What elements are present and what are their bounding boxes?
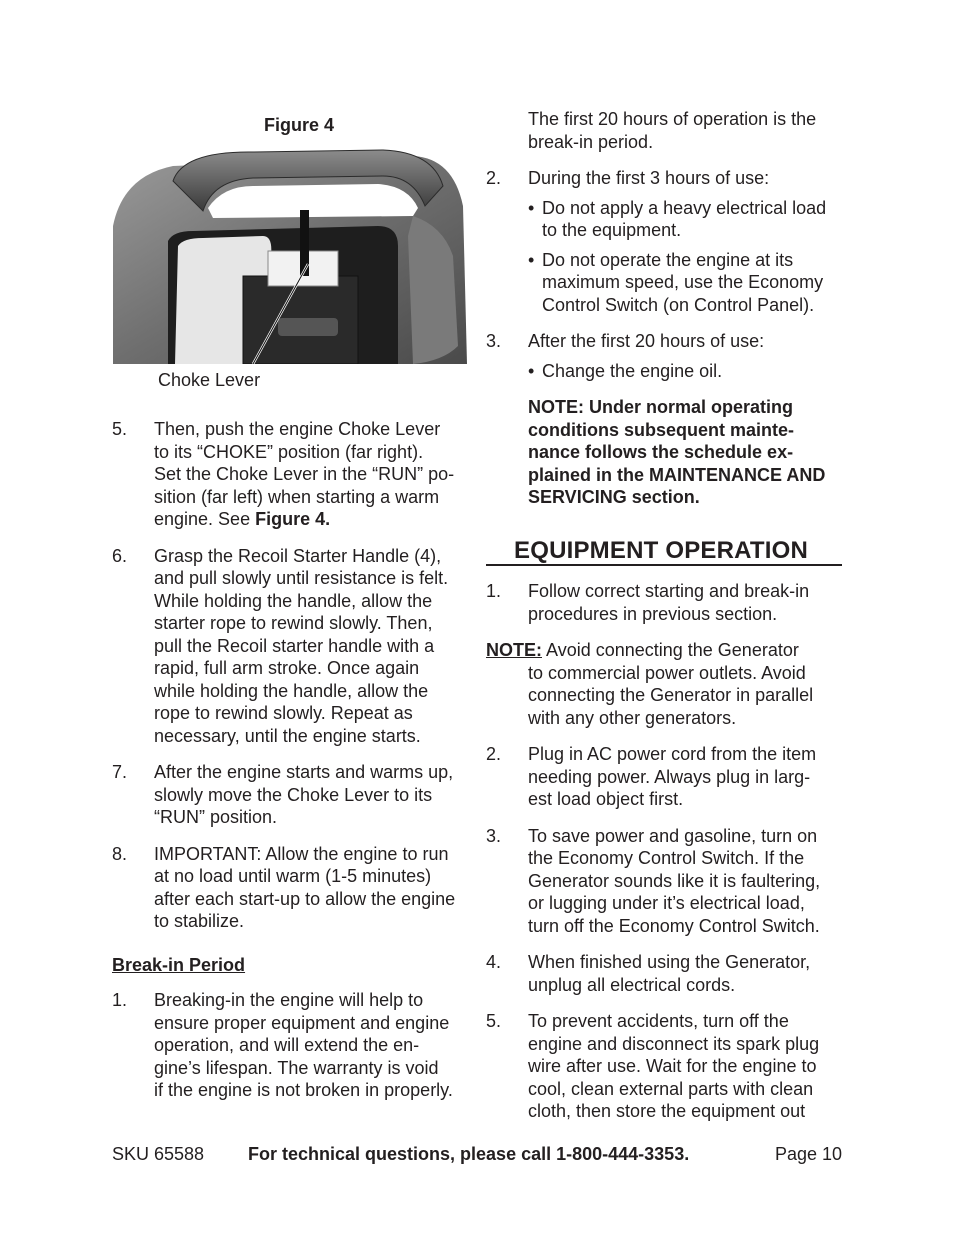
break-in-item-1 [112,989,472,1102]
generator-note [486,639,848,729]
text-line: break-in period. [528,131,654,152]
text-line: Plug in AC power cord from the item [528,744,817,764]
text-span: Avoid connecting the Generator [542,640,799,660]
left-column [112,418,472,1102]
step-6 [112,545,472,748]
text-line: Control Switch (on Control Panel). [542,294,815,315]
text-line: To save power and gasoline, turn on [528,825,818,846]
bullet-icon: • [528,360,535,381]
operation-item-3 [486,825,848,938]
text-line: conditions subsequent mainte- [528,419,795,440]
text-line [486,639,848,662]
text-line: Do not apply a heavy electrical load [542,197,827,218]
bullet-item [486,249,848,317]
text-line: Change the engine oil. [542,360,723,381]
text-line: at no load until warm (1-5 minutes) [154,866,432,886]
text-line: After the first 20 hours of use: [528,331,765,351]
text-line: During the first 3 hours of use: [528,168,770,188]
text-line: plained in the MAINTENANCE AND [528,464,826,485]
right-column-bottom [486,580,848,1123]
text-line: Then, push the engine Choke Lever [154,419,441,439]
text-line: rapid, full arm stroke. Once again [154,658,420,678]
text-line: Set the Choke Lever in the “RUN” po- [154,464,455,484]
bullet-icon: • [528,197,535,218]
tech-support-line: For technical questions, please call 1-800-444-3353. [248,1144,690,1164]
text-line: Generator sounds like it is faultering, [528,870,821,891]
text-line: gine’s lifespan. The warranty is void [154,1057,439,1078]
text-line: IMPORTANT: Allow the engine to run [154,843,449,864]
text-line: While holding the handle, allow the [154,590,433,611]
bullet-icon: • [528,249,535,270]
text-line: After the engine starts and warms up, [154,762,454,782]
operation-item-1 [486,580,848,625]
text-line: slowly move the Choke Lever to its [154,784,433,805]
text-line: Follow correct starting and break-in [528,581,810,601]
text-line: SERVICING section. [528,487,700,507]
break-in-heading: Break-in Period [112,954,246,975]
text-line: Breaking-in the engine will help to [154,990,424,1010]
step-number: 1. [112,990,128,1010]
text-line: Grasp the Recoil Starter Handle (4), [154,545,442,566]
step-number: 3. [486,331,502,351]
text-line: NOTE: Under normal operating [528,397,794,417]
text-line: to commercial power outlets. Avoid [528,662,806,683]
text-line: rope to rewind slowly. Repeat as [154,703,413,723]
step-number: 2. [486,168,502,188]
text-line: while holding the handle, allow the [154,680,429,701]
text-line: turn off the Economy Control Switch. [528,915,820,936]
step-number: 1. [486,581,502,601]
text-line: wire after use. Wait for the engine to [528,1056,817,1076]
text-line: starter rope to rewind slowly. Then, [154,613,433,633]
operation-item-5 [486,1010,848,1123]
text-line: or lugging under it’s electrical load, [528,893,805,913]
text-line: maximum speed, use the Economy [542,272,824,292]
text-line: with any other generators. [528,707,737,728]
text-line: and pull slowly until resistance is felt. [154,568,449,588]
step-number: 4. [486,952,502,972]
step-number: 8. [112,843,128,864]
figure-reference: Figure 4. [255,509,331,529]
text-line: operation, and will extend the en- [154,1035,420,1055]
generator-choke-photo [113,146,467,364]
text-line: cloth, then store the equipment out [528,1101,806,1121]
operation-item-2 [486,743,848,811]
text-line: The first 20 hours of operation is the [528,109,817,129]
text-line: procedures in previous section. [528,603,778,624]
step-number: 5. [486,1011,502,1031]
text-line: pull the Recoil starter handle with a [154,635,435,656]
bullet-item [486,360,848,383]
step-5 [112,418,472,531]
text-span: engine. See [154,509,256,529]
page-number: Page 10 [774,1144,842,1164]
text-line: necessary, until the engine starts. [154,725,421,746]
step-7 [112,761,472,829]
step-number: 6. [112,545,128,566]
text-line [154,508,472,531]
text-line: ensure proper equipment and engine [154,1012,450,1033]
step-8 [112,843,472,933]
text-line: sition (far left) when starting a warm [154,486,440,507]
step-number: 7. [112,762,128,782]
step-number: 3. [486,825,502,846]
equipment-operation-heading [486,537,842,566]
operation-item-4 [486,951,848,996]
text-line: the Economy Control Switch. If the [528,848,805,868]
text-line: When finished using the Generator, [528,952,811,972]
text-line: cool, clean external parts with clean [528,1078,814,1099]
text-line: to stabilize. [154,911,245,931]
bullet-item [486,197,848,242]
text-line: engine and disconnect its spark plug [528,1033,820,1054]
note-label: NOTE: [486,640,542,660]
figure-label-choke-lever: Choke Lever [158,370,261,390]
text-line: nance follows the schedule ex- [528,442,794,462]
text-line: to its “CHOKE” position (far right). [154,441,424,462]
text-line: connecting the Generator in parallel [528,685,814,705]
right-column-top [486,108,848,509]
break-in-item-2 [486,167,848,190]
break-in-intro [486,108,848,153]
text-line: after each start-up to allow the engine [154,888,456,909]
text-line: to the equipment. [542,220,682,240]
text-line: To prevent accidents, turn off the [528,1011,789,1031]
break-in-item-3 [486,330,848,353]
text-line: needing power. Always plug in larg- [528,766,811,787]
text-line: “RUN” position. [154,807,278,827]
text-line: est load object first. [528,789,684,809]
text-line: if the engine is not broken in properly. [154,1080,453,1100]
sku-label: SKU 65588 [112,1144,205,1164]
step-number: 2. [486,744,502,764]
text-line: Do not operate the engine at its [542,249,794,270]
step-number: 5. [112,419,128,439]
maintenance-note [486,396,848,509]
text-line: unplug all electrical cords. [528,974,736,995]
figure-caption: Figure 4 [264,115,335,135]
heading-text: EQUIPMENT OPERATION [514,537,809,564]
